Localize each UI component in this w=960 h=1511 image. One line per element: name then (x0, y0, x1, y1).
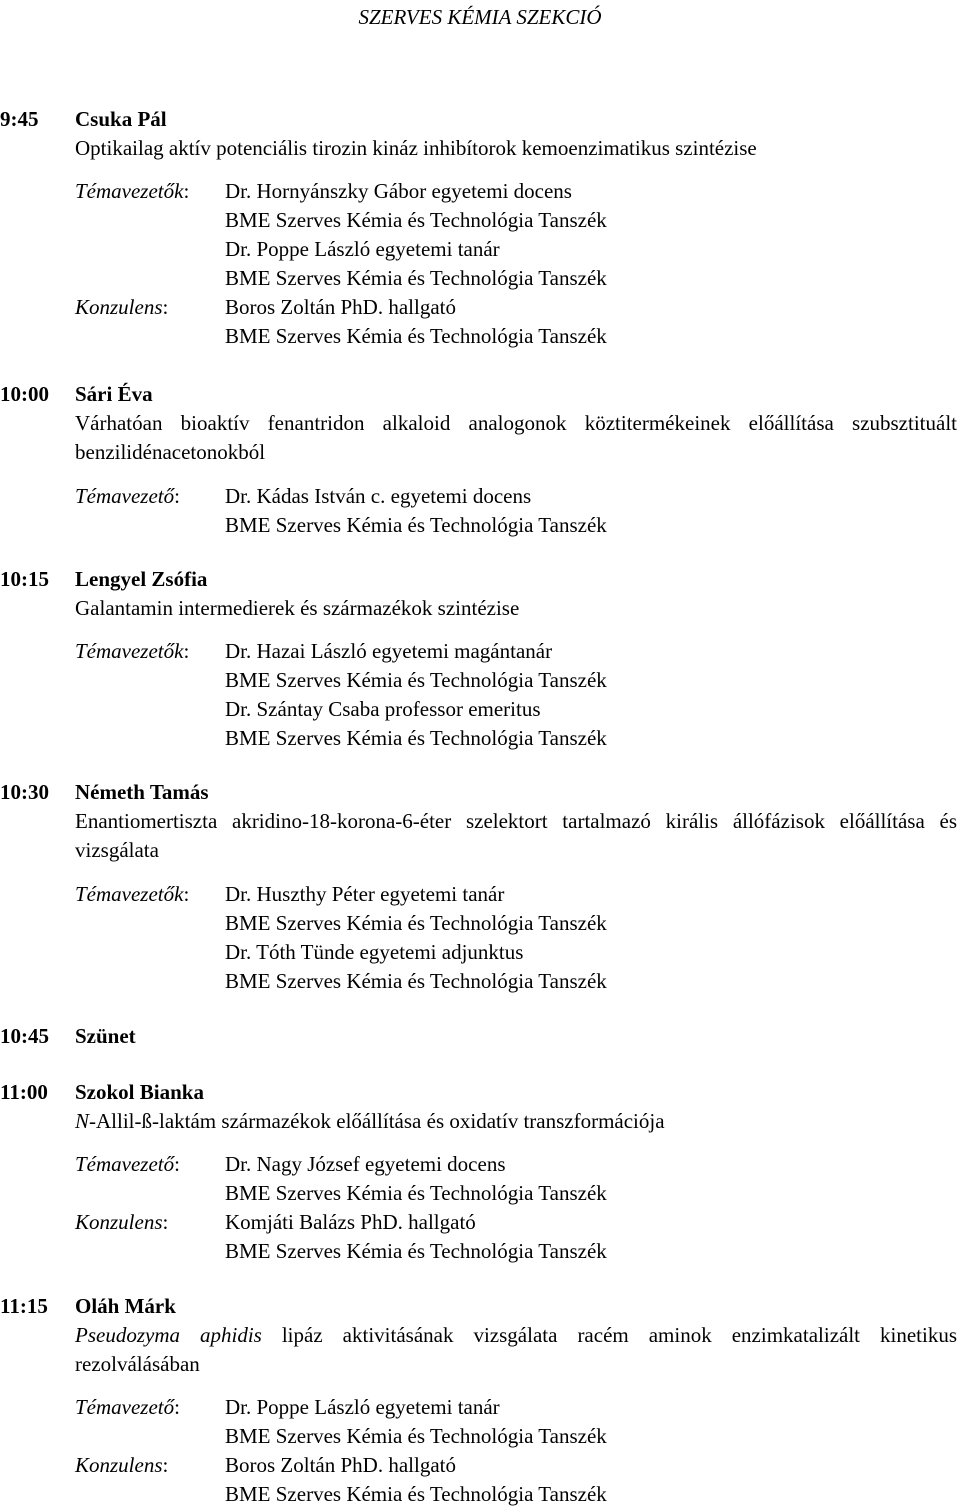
person-name: Dr. Nagy József egyetemi docens (225, 1152, 506, 1176)
department: BME Szerves Kémia és Technológia Tanszék (225, 1239, 607, 1263)
talk-title-segment: N (75, 1109, 90, 1133)
role-label: Témavezető: (75, 1395, 180, 1419)
presenter-name: Szünet (75, 1024, 136, 1048)
entry-header (0, 105, 960, 134)
presenter-name: Szokol Bianka (75, 1080, 204, 1104)
department: BME Szerves Kémia és Technológia Tanszék (225, 668, 607, 692)
role-label: Témavezető: (75, 484, 180, 508)
department: BME Szerves Kémia és Technológia Tanszék (225, 1482, 607, 1506)
talk-title-segment: Enantiomertiszta akridino-18-korona-6-éter szelektort tartalmazó királis állófázisok előállítása és vizsgálata (75, 809, 957, 862)
entry-header (0, 778, 960, 807)
entry-time: 11:15 (0, 1294, 48, 1318)
role-label-text: Konzulens (75, 1210, 163, 1234)
entry-time: 10:45 (0, 1024, 49, 1048)
talk-title (75, 134, 957, 163)
role-people (225, 1150, 607, 1208)
role-row (75, 293, 960, 351)
supervisors (75, 1150, 960, 1266)
schedule-entry (0, 778, 960, 996)
role-row (75, 1451, 960, 1509)
department: BME Szerves Kémia és Technológia Tanszék (225, 266, 607, 290)
department: BME Szerves Kémia és Technológia Tanszék (225, 208, 607, 232)
role-label-text: Témavezető (75, 484, 175, 508)
role-label-text: Témavezető (75, 1152, 175, 1176)
section-title: SZERVES KÉMIA SZEKCIÓ (358, 5, 602, 29)
role-label: Konzulens: (75, 1210, 169, 1234)
entry-header (0, 380, 960, 409)
role-people (225, 177, 607, 293)
entry-time: 10:30 (0, 780, 49, 804)
talk-title-segment: Galantamin intermedierek és származékok szintézise (75, 596, 520, 620)
schedule-entry (0, 1292, 960, 1509)
department: BME Szerves Kémia és Technológia Tanszék (225, 911, 607, 935)
role-people (225, 293, 607, 351)
role-people (225, 880, 607, 996)
person-name: Boros Zoltán PhD. hallgató (225, 295, 456, 319)
entry-header (0, 565, 960, 594)
role-label: Konzulens: (75, 295, 169, 319)
schedule-entry (0, 105, 960, 351)
role-row (75, 880, 960, 996)
talk-title-segment: lipáz aktivitásának vizsgálata racém aminok enzimkatalizált kinetikus rezolválásában (75, 1323, 958, 1376)
role-label: Témavezetők: (75, 639, 190, 663)
person-name: Dr. Tóth Tünde egyetemi adjunktus (225, 940, 524, 964)
talk-title (75, 1321, 957, 1379)
entry-header (0, 1292, 960, 1321)
role-label: Témavezető: (75, 1152, 180, 1176)
person-name: Dr. Kádas István c. egyetemi docens (225, 484, 532, 508)
role-label-text: Konzulens (75, 295, 163, 319)
role-people (225, 1208, 607, 1266)
entry-time: 10:00 (0, 382, 49, 406)
presenter-name: Oláh Márk (75, 1294, 176, 1318)
schedule-entry (0, 565, 960, 753)
presenter-name: Németh Tamás (75, 780, 209, 804)
person-name: Dr. Szántay Csaba professor emeritus (225, 697, 541, 721)
role-row (75, 1208, 960, 1266)
role-row (75, 177, 960, 293)
role-label-text: Témavezetők (75, 639, 184, 663)
entry-header (0, 1022, 960, 1051)
supervisors (75, 1393, 960, 1509)
role-label: Konzulens: (75, 1453, 169, 1477)
supervisors (75, 482, 960, 540)
role-label-text: Témavezető (75, 1395, 175, 1419)
person-name: Dr. Poppe László egyetemi tanár (225, 237, 500, 261)
entry-header (0, 1078, 960, 1107)
schedule-entry (0, 380, 960, 540)
talk-title (75, 409, 957, 467)
role-row (75, 482, 960, 540)
person-name: Dr. Hazai László egyetemi magántanár (225, 639, 553, 663)
person-name: Dr. Hornyánszky Gábor egyetemi docens (225, 179, 572, 203)
role-people (225, 1393, 607, 1451)
role-people (225, 1451, 607, 1509)
schedule-entry (0, 1078, 960, 1266)
role-people (225, 637, 607, 753)
role-label-text: Témavezetők (75, 179, 184, 203)
role-row (75, 637, 960, 753)
talk-title (75, 1107, 957, 1136)
department: BME Szerves Kémia és Technológia Tanszék (225, 726, 607, 750)
role-label: Témavezetők: (75, 179, 190, 203)
supervisors (75, 177, 960, 351)
entry-time: 10:15 (0, 567, 49, 591)
talk-title (75, 594, 957, 623)
supervisors (75, 880, 960, 996)
role-people (225, 482, 607, 540)
role-row (75, 1150, 960, 1208)
department: BME Szerves Kémia és Technológia Tanszék (225, 513, 607, 537)
role-label: Témavezetők: (75, 882, 190, 906)
department: BME Szerves Kémia és Technológia Tanszék (225, 969, 607, 993)
talk-title-segment: Pseudozyma aphidis (75, 1323, 262, 1347)
role-row (75, 1393, 960, 1451)
presenter-name: Csuka Pál (75, 107, 167, 131)
schedule-entry (0, 1022, 960, 1051)
role-label-text: Témavezetők (75, 882, 184, 906)
person-name: Dr. Huszthy Péter egyetemi tanár (225, 882, 505, 906)
entry-time: 11:00 (0, 1080, 48, 1104)
presenter-name: Sári Éva (75, 382, 153, 406)
talk-title-segment: -Allil-ß-laktám származékok előállítása és oxidatív transzformációja (89, 1109, 665, 1133)
department: BME Szerves Kémia és Technológia Tanszék (225, 1181, 607, 1205)
presenter-name: Lengyel Zsófia (75, 567, 208, 591)
talk-title-segment: Várhatóan bioaktív fenantridon alkaloid analogonok köztitermékeinek előállítása szubsztituált benzilidénacetonokból (75, 411, 957, 464)
supervisors (75, 637, 960, 753)
talk-title (75, 807, 957, 865)
role-label-text: Konzulens (75, 1453, 163, 1477)
entry-time: 9:45 (0, 107, 39, 131)
talk-title-segment: Optikailag aktív potenciális tirozin kináz inhibítorok kemoenzimatikus szintézise (75, 136, 757, 160)
department: BME Szerves Kémia és Technológia Tanszék (225, 1424, 607, 1448)
department: BME Szerves Kémia és Technológia Tanszék (225, 324, 607, 348)
person-name: Dr. Poppe László egyetemi tanár (225, 1395, 500, 1419)
person-name: Komjáti Balázs PhD. hallgató (225, 1210, 476, 1234)
person-name: Boros Zoltán PhD. hallgató (225, 1453, 456, 1477)
